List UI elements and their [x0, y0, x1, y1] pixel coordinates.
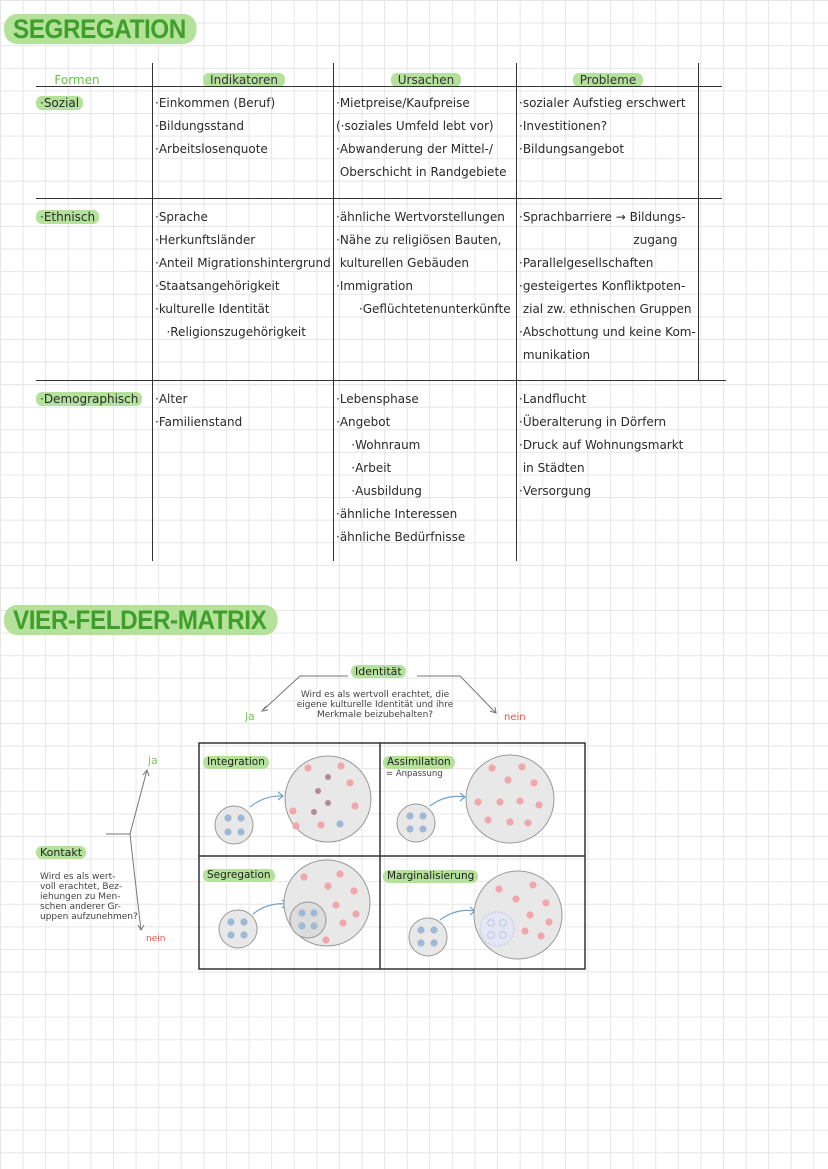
kontakt-question: Wird es als wert- voll erachtet, Bez- iehungen zu Men- schen anderer Gr- uppen aufzunehmen? — [40, 872, 138, 922]
header-probleme: Probleme — [518, 73, 698, 87]
sozial-indikatoren: ·Einkommen (Beruf) ·Bildungsstand ·Arbeitslosenquote — [155, 96, 276, 156]
quadrant-assimilation-label: Assimilation — [383, 756, 455, 769]
ethnisch-ursachen: ·ähnliche Wertvorstellungen ·Nähe zu religiösen Bauten, kulturellen Gebäuden ·Immigration ·Geflüchtetenunterkünfte — [336, 210, 511, 316]
identitaet-label: Identität — [351, 665, 406, 678]
demographisch-ursachen: ·Lebensphase ·Angebot ·Wohnraum ·Arbeit ·Ausbildung ·ähnliche Interessen ·ähnliche Bedürfnisse — [336, 392, 466, 544]
header-formen: Formen — [54, 73, 100, 87]
quadrant-integration-label: Integration — [203, 756, 269, 769]
kontakt-arrow-ja — [106, 770, 147, 834]
ethnisch-probleme: ·Sprachbarriere → Bildungs- zugang ·Parallelgesellschaften ·gesteigertes Konfliktpoten- zial zw. ethnischen Gruppen ·Abschottung und keine Kom- munikation — [519, 210, 696, 362]
header-indikatoren: Indikatoren — [155, 73, 333, 87]
sozial-probleme: ·sozialer Aufstieg erschwert ·Investitionen? ·Bildungsangebot — [519, 96, 686, 156]
kontakt-nein: nein — [146, 934, 166, 944]
integration-diagram — [215, 756, 371, 844]
matrix-title: VIER-FELDER-MATRIX — [4, 605, 277, 635]
kontakt-label: Kontakt — [36, 846, 86, 859]
header-ursachen: Ursachen — [335, 73, 517, 87]
quadrant-segregation-label: Segregation — [203, 869, 275, 882]
segregation-title: SEGREGATION — [4, 14, 197, 44]
row-label-demographisch: ·Demographisch — [36, 392, 142, 406]
marginalisierung-diagram — [409, 871, 562, 959]
identitaet-question: Wird es als wertvoll erachtet, die eigene kulturelle Identität und ihre Merkmale beizubehalten? — [296, 690, 454, 720]
assimilation-note: = Anpassung — [386, 769, 443, 779]
row-label-sozial: ·Sozial — [36, 96, 83, 110]
identitaet-arrow-ja — [262, 676, 348, 711]
identitaet-nein: nein — [504, 712, 526, 723]
sozial-ursachen: ·Mietpreise/Kaufpreise (·soziales Umfeld lebt vor) ·Abwanderung der Mittel-/ Oberschicht in Randgebiete — [336, 96, 507, 179]
quadrant-marginalisierung-label: Marginalisierung — [383, 870, 478, 883]
identitaet-ja: ja — [245, 710, 255, 723]
demographisch-probleme: ·Landflucht ·Überalterung in Dörfern ·Druck auf Wohnungsmarkt in Städten ·Versorgung — [519, 392, 684, 498]
kontakt-ja: ja — [148, 754, 158, 767]
ethnisch-indikatoren: ·Sprache ·Herkunftsländer ·Anteil Migrationshintergrund ·Staatsangehörigkeit ·kulturelle Identität ·Religionszugehörigkeit — [155, 210, 331, 339]
demographisch-indikatoren: ·Alter ·Familienstand — [155, 392, 243, 429]
row-label-ethnisch: ·Ethnisch — [36, 210, 99, 224]
identitaet-arrow-nein — [417, 676, 496, 713]
